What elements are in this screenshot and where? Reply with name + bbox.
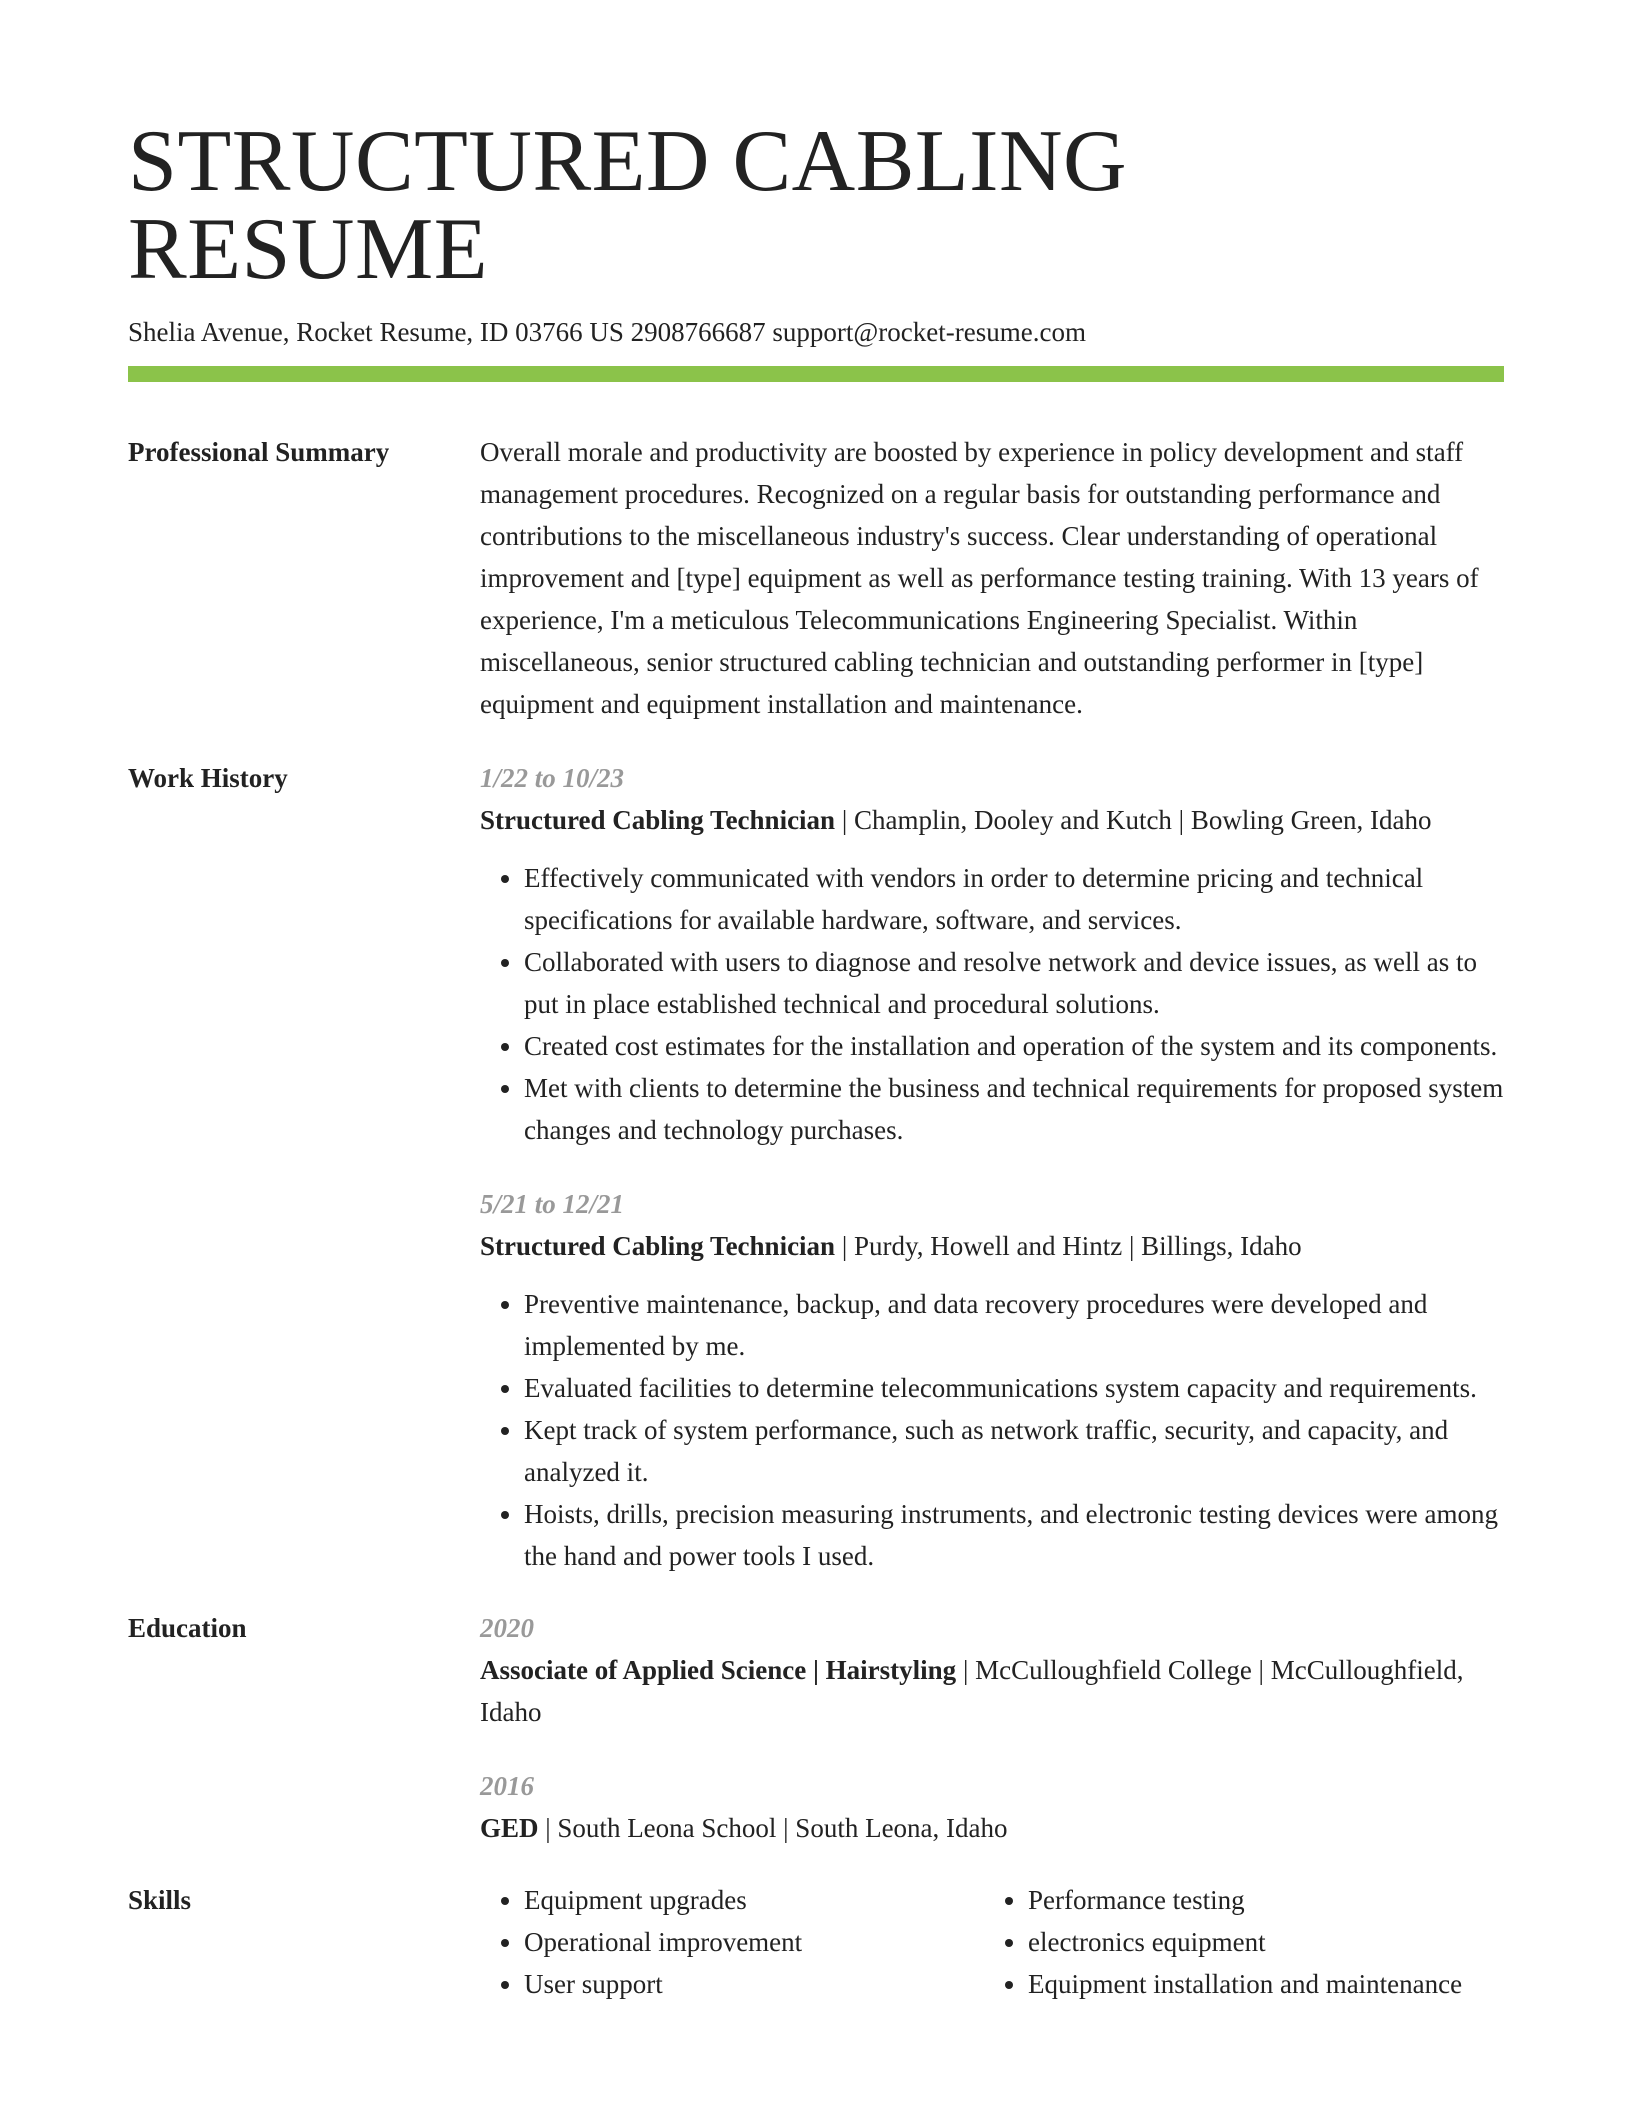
summary-label: Professional Summary [128, 437, 390, 468]
skills-list-left [480, 1879, 984, 2005]
education-label: Education [128, 1613, 247, 1644]
summary-section [128, 431, 1504, 725]
work-history-body [480, 757, 1504, 1577]
education-degree: Associate of Applied Science | Hairstyling [480, 1655, 957, 1686]
job-details: | Champlin, Dooley and Kutch | Bowling Green, Idaho [835, 805, 1432, 836]
job-bullet: • Effectively communicated with vendors in order to determine pricing and technical specifications for available hardware, software, and services. [524, 857, 1504, 941]
education-year: 2020 [480, 1613, 534, 1644]
job-role-line [480, 1225, 1504, 1267]
education-degree: GED [480, 1813, 539, 1844]
skill-item: • User support [524, 1963, 984, 2005]
job-dates: 1/22 to 10/23 [480, 763, 625, 794]
skill-item: • electronics equipment [1028, 1921, 1488, 1963]
skills-label: Skills [128, 1885, 192, 1916]
skill-item: • Equipment upgrades [524, 1879, 984, 1921]
work-history-section [128, 757, 1504, 1577]
education-details: | South Leona School | South Leona, Idaho [538, 1813, 1008, 1844]
job-bullet: • Evaluated facilities to determine telecommunications system capacity and requirements. [524, 1367, 1504, 1409]
job-bullet: • Created cost estimates for the installation and operation of the system and its components. [524, 1025, 1504, 1067]
skills-section [128, 1879, 1504, 2005]
contact-line: Shelia Avenue, Rocket Resume, ID 03766 US 2908766687 support@rocket-resume.com [128, 317, 1086, 347]
education-details: | McCulloughfield College | McCulloughfield, Idaho [480, 1655, 1464, 1728]
job-title: Structured Cabling Technician [480, 1231, 836, 1262]
accent-divider [128, 366, 1504, 382]
skill-item: • Performance testing [1028, 1879, 1488, 1921]
education-line [480, 1807, 1504, 1849]
education-body [480, 1607, 1504, 1849]
work-history-label: Work History [128, 763, 288, 794]
skills-list-right [984, 1879, 1488, 2005]
job-bullet: • Kept track of system performance, such as network traffic, security, and capacity, and analyzed it. [524, 1409, 1504, 1493]
job-entry [480, 1183, 1504, 1577]
job-bullet: • Met with clients to determine the business and technical requirements for proposed system changes and technology purchases. [524, 1067, 1504, 1151]
job-bullets [480, 1283, 1504, 1577]
resume-title: STRUCTURED CABLING RESUME [128, 113, 1128, 298]
job-bullets [480, 857, 1504, 1151]
skill-item: • Equipment installation and maintenance [1028, 1963, 1488, 2005]
education-entry [480, 1765, 1504, 1849]
job-dates: 5/21 to 12/21 [480, 1189, 625, 1220]
skill-item: • Operational improvement [524, 1921, 984, 1963]
job-title: Structured Cabling Technician [480, 805, 836, 836]
education-entry [480, 1607, 1504, 1733]
education-year: 2016 [480, 1771, 534, 1802]
job-bullet: • Collaborated with users to diagnose and resolve network and device issues, as well as to put in place established technical and procedural solutions. [524, 941, 1504, 1025]
skills-columns [480, 1879, 1504, 2005]
job-details: | Purdy, Howell and Hintz | Billings, Idaho [835, 1231, 1302, 1262]
job-bullet: • Preventive maintenance, backup, and data recovery procedures were developed and implemented by me. [524, 1283, 1504, 1367]
education-line [480, 1649, 1504, 1733]
job-bullet: • Hoists, drills, precision measuring instruments, and electronic testing devices were among the hand and power tools I used. [524, 1493, 1504, 1577]
job-role-line [480, 799, 1504, 841]
job-entry [480, 757, 1504, 1151]
education-section [128, 1607, 1504, 1849]
summary-text: Overall morale and productivity are boosted by experience in policy development and staff management procedures. Recognized on a regular basis for outstanding performance and contributions to the miscellaneous industry's success. Clear understanding of operational improvement and [type] equipment as well as performance testing training. With 13 years of experience, I'm a meticulous Telecommunications Engineering Specialist. Within miscellaneous, senior structured cabling technician and outstanding performer in [type] equipment and equipment installation and maintenance. [480, 437, 1479, 720]
